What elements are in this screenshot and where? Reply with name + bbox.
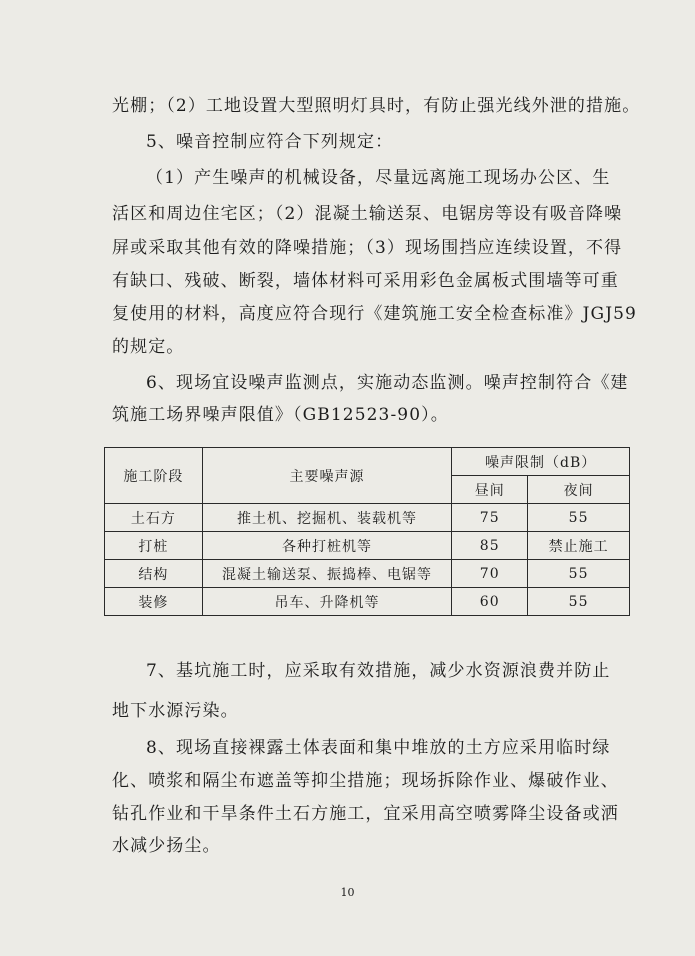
cell-day: 75 bbox=[452, 504, 528, 532]
header-source: 主要噪声源 bbox=[202, 448, 451, 504]
paragraph-line: 复使用的材料，高度应符合现行《建筑施工安全检查标准》JGJ59 bbox=[112, 304, 637, 324]
page-number: 10 bbox=[340, 886, 355, 899]
paragraph-line: 钻孔作业和干旱条件土石方施工，宜采用高空喷雾降尘设备或洒 bbox=[112, 804, 619, 824]
paragraph-line: 8、现场直接裸露土体表面和集中堆放的土方应采用临时绿 bbox=[146, 738, 611, 758]
cell-day: 85 bbox=[452, 532, 528, 560]
paragraph-line: 的规定。 bbox=[112, 337, 185, 357]
paragraph-line: 地下水源污染。 bbox=[112, 701, 239, 721]
header-night: 夜间 bbox=[528, 476, 630, 504]
table-row bbox=[105, 588, 630, 616]
cell-night: 55 bbox=[528, 588, 630, 616]
table-row bbox=[105, 532, 630, 560]
cell-source: 各种打桩机等 bbox=[202, 532, 451, 560]
header-day: 昼间 bbox=[452, 476, 528, 504]
cell-stage: 装修 bbox=[105, 588, 203, 616]
table-row bbox=[105, 560, 630, 588]
cell-day: 60 bbox=[452, 588, 528, 616]
paragraph-line: 光棚；（2）工地设置大型照明灯具时，有防止强光线外泄的措施。 bbox=[112, 96, 641, 116]
table-row bbox=[105, 504, 630, 532]
paragraph-line: 水减少扬尘。 bbox=[112, 836, 221, 856]
paragraph-line: 筑施工场界噪声限值》（GB12523-90）。 bbox=[112, 405, 449, 425]
paragraph-line: 有缺口、残破、断裂，墙体材料可采用彩色金属板式围墙等可重 bbox=[112, 271, 619, 291]
cell-stage: 打桩 bbox=[105, 532, 203, 560]
paragraph-line: 5、噪音控制应符合下列规定： bbox=[146, 132, 394, 152]
paragraph-line: 7、基坑施工时，应采取有效措施，减少水资源浪费并防止 bbox=[146, 661, 611, 681]
paragraph-line: 活区和周边住宅区；（2）混凝土输送泵、电锯房等设有吸音降噪 bbox=[112, 204, 623, 224]
paragraph-line: 屏或采取其他有效的降噪措施；（3）现场围挡应连续设置，不得 bbox=[112, 238, 623, 258]
header-noise-limit: 噪声限制（dB） bbox=[452, 448, 630, 476]
cell-source: 混凝土输送泵、振捣棒、电锯等 bbox=[202, 560, 451, 588]
paragraph-line: 6、现场宜设噪声监测点，实施动态监测。噪声控制符合《建 bbox=[146, 373, 629, 393]
paragraph-line: 化、喷浆和隔尘布遮盖等抑尘措施；现场拆除作业、爆破作业、 bbox=[112, 771, 619, 791]
cell-day: 70 bbox=[452, 560, 528, 588]
noise-limit-table bbox=[104, 447, 630, 616]
paragraph-line: （1）产生噪声的机械设备，尽量远离施工现场办公区、生 bbox=[146, 168, 611, 188]
cell-night: 55 bbox=[528, 504, 630, 532]
cell-stage: 土石方 bbox=[105, 504, 203, 532]
cell-night: 55 bbox=[528, 560, 630, 588]
header-stage: 施工阶段 bbox=[105, 448, 203, 504]
cell-stage: 结构 bbox=[105, 560, 203, 588]
cell-night: 禁止施工 bbox=[528, 532, 630, 560]
cell-source: 吊车、升降机等 bbox=[202, 588, 451, 616]
cell-source: 推土机、挖掘机、装载机等 bbox=[202, 504, 451, 532]
